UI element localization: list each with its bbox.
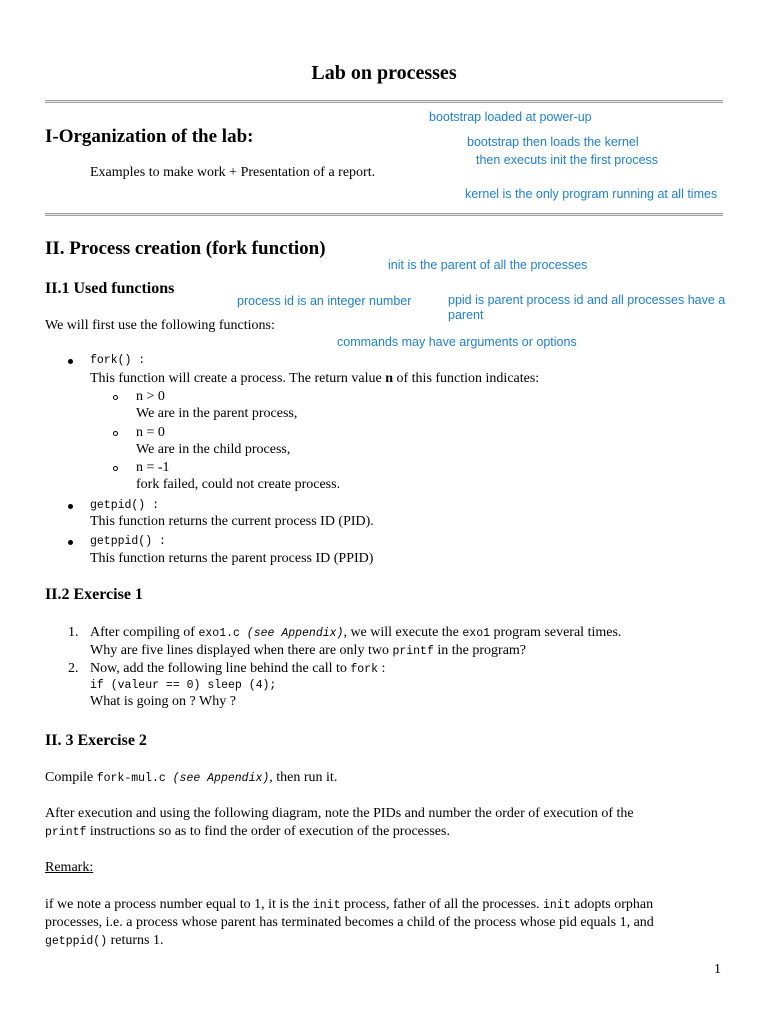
case-desc-3: fork failed, could not create process. (136, 477, 341, 492)
page-title: Lab on processes (311, 62, 457, 84)
item1-line2-code: printf (392, 645, 434, 658)
case-desc-2: We are in the child process, (136, 442, 291, 457)
remark-label: Remark: (45, 860, 94, 875)
getppid-label: getppid() : (90, 535, 166, 548)
exercise1-item1-number: 1. (68, 625, 79, 640)
fork-desc-n: n (385, 371, 393, 386)
exercise1-item1-line1 (90, 625, 621, 641)
note-line1 (45, 897, 653, 913)
note-text-b: process, father of all the processes. (340, 897, 544, 912)
section1-text: Examples to make work + Presentation of a report. (90, 165, 376, 180)
exercise1-code-line: if (valeur == 0) sleep (4); (90, 679, 277, 692)
getpid-label: getpid() : (90, 499, 160, 512)
annotation-pid: process id is an integer number (237, 294, 412, 308)
section-divider (45, 213, 723, 216)
annotation-bootstrap: bootstrap loaded at power-up (429, 110, 592, 124)
top-divider (45, 100, 723, 103)
annotation-kernel: bootstrap then loads the kernel (467, 135, 639, 149)
sub2-heading: II.2 Exercise 1 (45, 586, 143, 603)
note-code-init2: init (543, 899, 571, 912)
exercise2-compile (45, 770, 337, 786)
note-code-init1: init (312, 899, 341, 912)
sub1-heading: II.1 Used functions (45, 280, 175, 297)
annotation-kernel-running: kernel is the only program running at all times (465, 187, 718, 201)
compile-code: fork-mul.c (96, 772, 166, 785)
sub-bullet-2 (113, 431, 118, 436)
para-code-printf: printf (45, 826, 87, 839)
note-text-c: adopts orphan (570, 897, 654, 912)
annotation-init: then executs init the first process (476, 153, 659, 167)
item1-text-b: , we will execute the (343, 625, 463, 640)
case-desc-1: We are in the parent process, (136, 406, 298, 421)
note-line3-text: returns 1. (107, 933, 164, 948)
annotation-commands: commands may have arguments or options (337, 335, 577, 349)
sub-bullet-1 (113, 395, 118, 400)
note-text-a: if we note a process number equal to 1, it is the (45, 897, 313, 912)
item1-line2-b: in the program? (433, 643, 527, 658)
exercise1-item2-number: 2. (68, 661, 79, 676)
item1-line2-a: Why are five lines displayed when there are only two (90, 643, 393, 658)
exercise1-question: What is going on ? Why ? (90, 694, 236, 709)
fork-desc-a: This function will create a process. The return value (90, 371, 386, 386)
item1-code-exo1: exo1 (462, 627, 490, 640)
section2-heading: II. Process creation (fork function) (45, 238, 326, 259)
item2-code-fork: fork (350, 663, 378, 676)
fork-desc-b: of this function indicates: (393, 371, 540, 386)
fork-description (90, 371, 539, 387)
exercise2-para-line2 (45, 824, 450, 840)
item1-see-appendix: (see Appendix) (239, 627, 344, 640)
page-number: 1 (714, 962, 721, 977)
annotation-init-parent: init is the parent of all the processes (388, 258, 588, 272)
exercise1-item2-line1 (90, 661, 385, 677)
item1-text-c: program several times. (490, 625, 622, 640)
compile-text-a: Compile (45, 770, 97, 785)
sub-bullet-3 (113, 466, 118, 471)
sub1-intro: We will first use the following functions: (45, 318, 275, 333)
bullet-getppid (68, 540, 73, 545)
case-cond-3: n = -1 (136, 460, 170, 475)
note-line2: processes, i.e. a process whose parent has terminated becomes a child of the process whose pid equals 1, and (45, 915, 654, 930)
getppid-description: This function returns the parent process ID (PPID) (90, 551, 374, 566)
annotation-ppid: ppid is parent process id and all processes have a (448, 293, 726, 307)
exercise1-item1-line2 (90, 643, 526, 659)
fork-label: fork() : (90, 354, 146, 367)
item2-text-b: : (377, 661, 386, 676)
case-cond-2: n = 0 (136, 425, 165, 440)
compile-text-b: , then run it. (269, 770, 338, 785)
case-cond-1: n > 0 (136, 389, 165, 404)
bullet-fork (68, 359, 73, 364)
item1-text-a: After compiling of (90, 625, 199, 640)
exercise2-para-line1: After execution and using the following diagram, note the PIDs and number the order of execution of the (45, 806, 634, 821)
item2-text-a: Now, add the following line behind the call to (90, 661, 351, 676)
sub3-heading: II. 3 Exercise 2 (45, 732, 147, 749)
bullet-getpid (68, 504, 73, 509)
para-line2-text: instructions so as to find the order of execution of the processes. (86, 824, 450, 839)
section1-heading: I-Organization of the lab: (45, 126, 254, 147)
note-code-getppid: getppid() (45, 935, 108, 948)
compile-see-appendix: (see Appendix) (165, 772, 270, 785)
getpid-description: This function returns the current process ID (PID). (90, 514, 374, 529)
annotation-ppid-cont: parent (448, 308, 484, 322)
item1-code-exo1c: exo1.c (198, 627, 240, 640)
note-line3 (45, 933, 164, 949)
